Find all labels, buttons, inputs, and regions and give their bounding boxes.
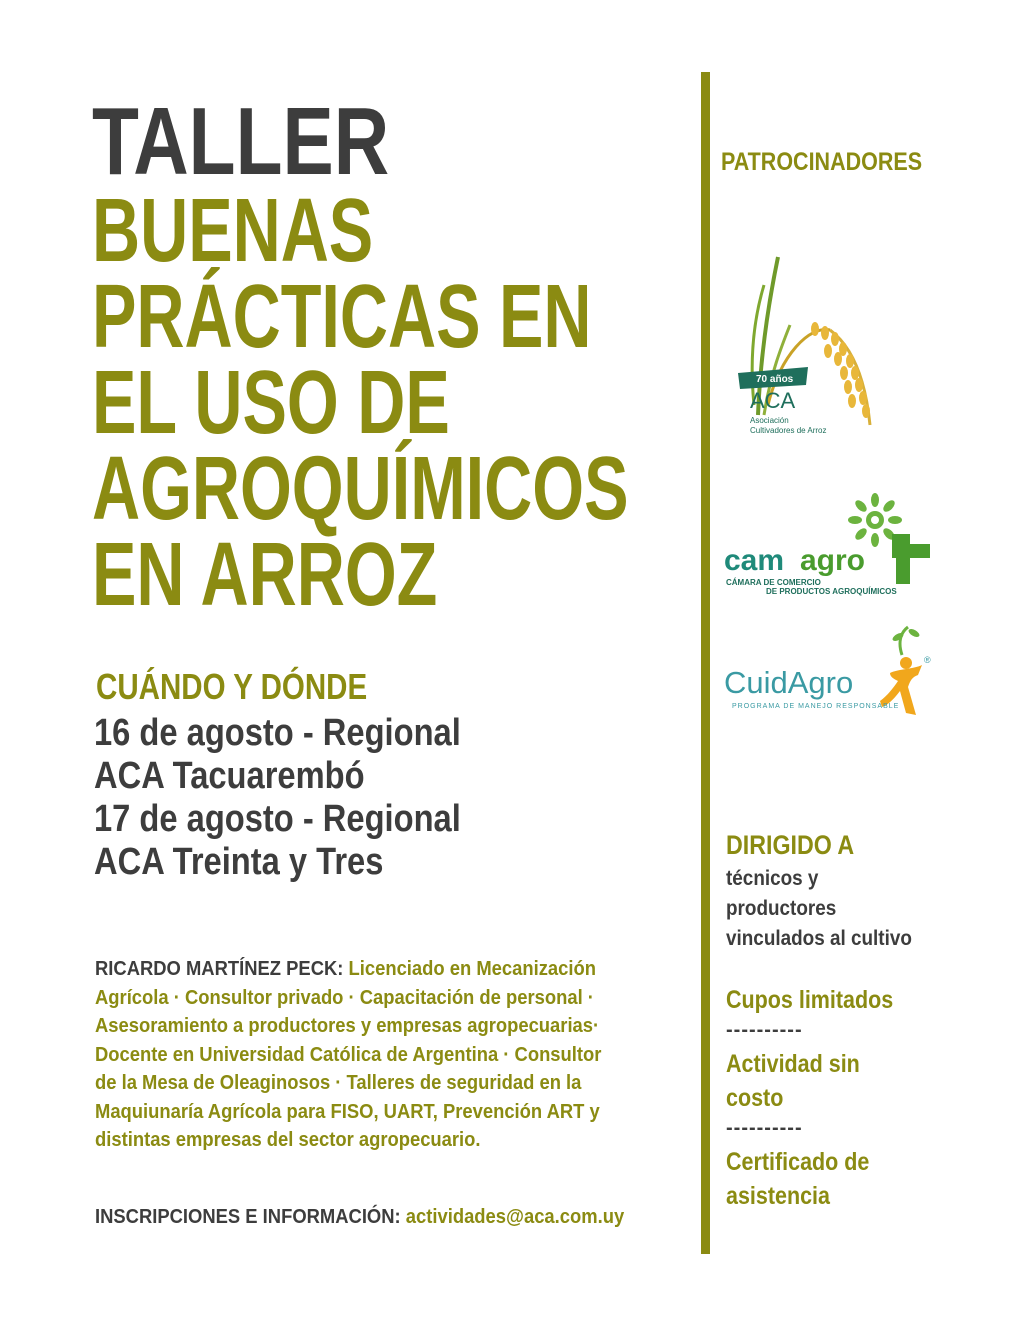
schedule-block [94, 712, 521, 884]
cuidagro-logo [722, 625, 932, 720]
when-where-heading: CUÁNDO Y DÓNDE [96, 666, 368, 707]
aca-badge: 70 años [756, 374, 794, 385]
schedule-line-3: 17 de agosto - Regional [94, 798, 461, 840]
speaker-bio [95, 955, 610, 1155]
speaker-description: Licenciado en Mecanización Agrícola · Consultor privado · Capacitación de personal · Asesoramiento a productores y empresas agropecuarias· Docente en Universidad Católica de Argentina · Consultor de la Mesa de Oleaginosos · Talleres de seguridad en la Maquiunaría Agrícola para FISO, UART, Prevención ART y distintas empresas del sector agropecuario. [95, 958, 602, 1151]
registration-label: INSCRIPCIONES E INFORMACIÓN: [95, 1206, 401, 1228]
title-line-4: AGROQUÍMICOS [92, 439, 629, 539]
cuidagro-tagline: PROGRAMA DE MANEJO RESPONSABLE [732, 703, 900, 710]
benefit-item: Certificado de asistencia [726, 1148, 870, 1210]
title-line-3: EL USO DE [92, 353, 450, 453]
target-audience-heading: DIRIGIDO A [726, 830, 855, 860]
camagro-name-b: agro [800, 544, 866, 577]
taller-heading: TALLER [92, 88, 390, 195]
schedule-line-4: ACA Treinta y Tres [94, 841, 384, 883]
benefit-item: Actividad sin costo [726, 1050, 860, 1112]
schedule-line-1: 16 de agosto - Regional [94, 712, 461, 754]
aca-logo [720, 255, 880, 445]
cuidagro-name: CuidAgro [724, 665, 854, 700]
target-audience-text: técnicos y productores vinculados al cultivo [726, 867, 912, 950]
aca-name: ACA [750, 388, 796, 413]
title-line-1: BUENAS [92, 181, 374, 281]
aca-line-2: Cultivadores de Arroz [750, 426, 827, 435]
benefit-item: Cupos limitados [726, 986, 894, 1014]
aca-line-1: Asociación [750, 416, 789, 425]
registration-email-link[interactable]: actividades@aca.com.uy [405, 1206, 625, 1228]
sponsors-heading: PATROCINADORES [721, 148, 923, 176]
camagro-line-1: CÁMARA DE COMERCIO [726, 578, 821, 587]
title-line-5: EN ARROZ [92, 525, 438, 625]
vertical-divider [701, 72, 710, 1254]
title-line-2: PRÁCTICAS EN [92, 267, 592, 367]
benefit-separator: ---------- [726, 1019, 803, 1041]
speaker-name: RICARDO MARTÍNEZ PECK: [95, 958, 344, 980]
benefit-separator: ---------- [726, 1117, 803, 1139]
schedule-line-2: ACA Tacuarembó [94, 755, 365, 797]
camagro-name-a: cam [724, 544, 785, 577]
camagro-line-2: DE PRODUCTOS AGROQUÍMICOS [766, 587, 897, 596]
registration-info [95, 1206, 624, 1229]
cuidagro-registered: ® [924, 655, 931, 665]
camagro-logo [722, 492, 932, 602]
benefits-list [726, 983, 966, 1213]
